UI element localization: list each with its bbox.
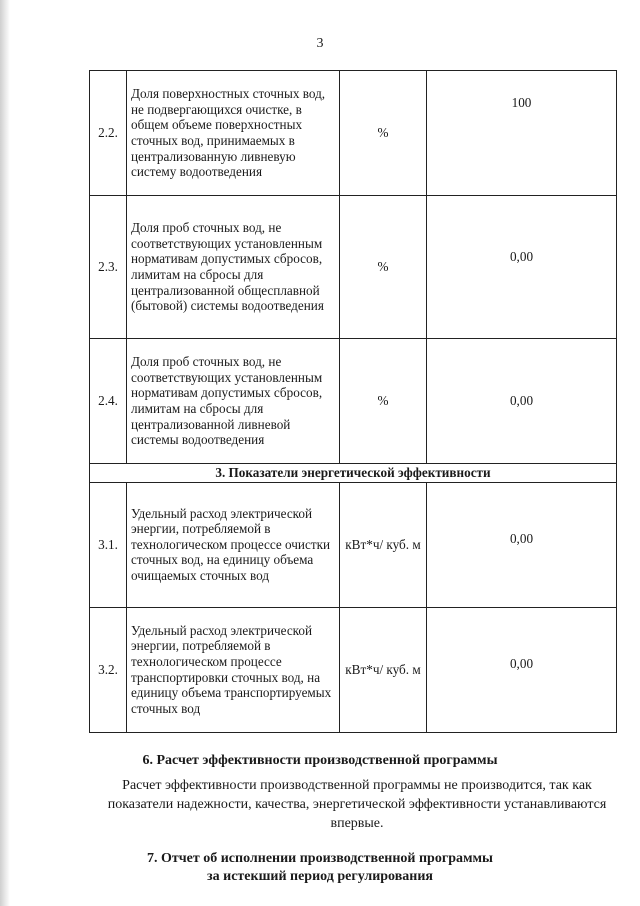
- indicator-name: Доля поверхностных сточных вод, не подвергающихся очистке, в общем объеме поверхностных сточных вод, принимаемых в централизованную ливневую систему водоотведения: [127, 71, 340, 196]
- indicator-name: Удельный расход электрической энергии, потребляемой в технологическом процессе транспортировки сточных вод, на единицу объема транспортируемых сточных вод: [127, 607, 340, 732]
- unit-cell: %: [340, 196, 427, 339]
- value-cell: [427, 339, 617, 464]
- value-cell: [427, 196, 617, 339]
- row-number: 3.2.: [90, 607, 127, 732]
- section-3-title: 3. Показатели энергетической эффективности: [90, 464, 617, 483]
- value-cell: [427, 607, 617, 732]
- page-number: 3: [316, 36, 324, 51]
- row-number: 2.2.: [90, 71, 127, 196]
- table-row: [90, 71, 617, 196]
- table-row: [90, 607, 617, 732]
- section-7-heading-line2: за истекший период регулирования: [207, 869, 433, 884]
- row-number: 3.1.: [90, 482, 127, 607]
- unit-cell: %: [340, 339, 427, 464]
- indicator-name: Доля проб сточных вод, не соответствующих установленным нормативам допустимых сбросов, лимитам на сбросы для централизованной ливневой системы водоотведения: [127, 339, 340, 464]
- indicators-table: [89, 70, 617, 733]
- row-number: 2.4.: [90, 339, 127, 464]
- value-text: 100: [511, 95, 532, 111]
- scan-edge-shadow: [0, 0, 10, 906]
- table-row: [90, 482, 617, 607]
- value-cell: [427, 71, 617, 196]
- section-6-text: Расчет эффективности производственной программы не производится, так как показатели надежности, качества, энергетической эффективности устанавливаются впервые.: [107, 778, 607, 831]
- value-text: 0,00: [509, 655, 534, 671]
- section-6-heading: 6. Расчет эффективности производственной программы: [142, 753, 498, 768]
- section-header-row: [90, 464, 617, 483]
- value-text: 0,00: [509, 393, 534, 409]
- unit-cell: кВт*ч/ куб. м: [340, 607, 427, 732]
- value-text: 0,00: [509, 530, 534, 546]
- table-row: [90, 196, 617, 339]
- unit-cell: %: [340, 71, 427, 196]
- value-cell: [427, 482, 617, 607]
- row-number: 2.3.: [90, 196, 127, 339]
- indicator-name: Доля проб сточных вод, не соответствующих установленным нормативам допустимых сбросов, лимитам на сбросы для централизованной общесплавной (бытовой) системы водоотведения: [127, 196, 340, 339]
- section-7-heading-line1: 7. Отчет об исполнении производственной программы: [146, 851, 493, 866]
- value-text: 0,00: [509, 249, 534, 265]
- table-row: [90, 339, 617, 464]
- indicator-name: Удельный расход электрической энергии, потребляемой в технологическом процессе очистки сточных вод, на единицу объема очищаемых сточных вод: [127, 482, 340, 607]
- unit-cell: кВт*ч/ куб. м: [340, 482, 427, 607]
